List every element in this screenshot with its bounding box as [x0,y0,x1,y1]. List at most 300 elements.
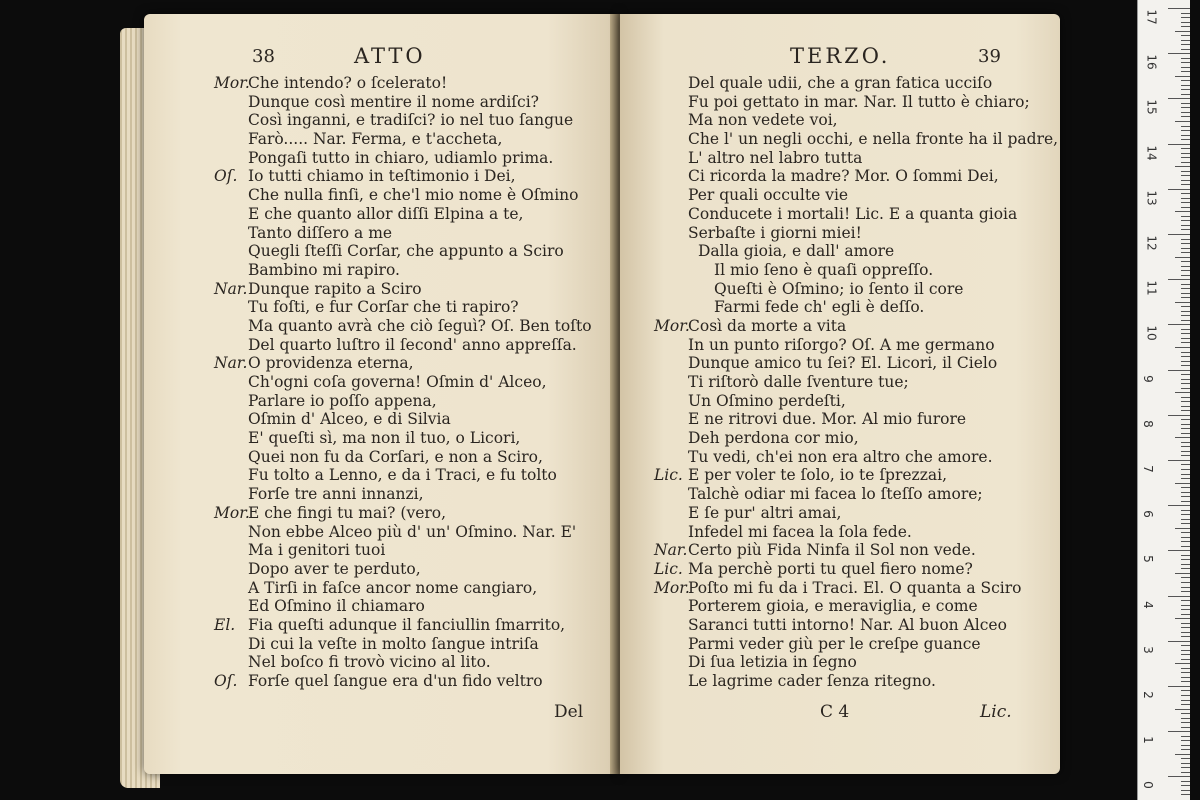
ruler-tick [1175,709,1190,710]
ruler-tick [1168,234,1190,235]
ruler-tick [1181,126,1190,127]
ruler-tick [1175,437,1190,438]
ruler-tick [1175,754,1190,755]
ruler-tick [1181,130,1190,131]
verse-text: Tu foſti, e fur Corſar che ti rapiro? [248,298,519,317]
text-line [654,242,1058,261]
ruler-tick [1181,605,1190,606]
verse-text: Ti riſtorò dalle ſventure tue; [688,373,909,391]
measurement-ruler [1137,0,1190,800]
text-line [214,280,592,299]
verse-text: Fu poi gettato in mar. Nar. Il tutto è chiaro; [688,92,1030,111]
text-line [214,429,592,448]
verse-text: Il mio ſeno è quaſi oppreſſo. [714,260,934,279]
ruler-tick [1181,311,1190,312]
ruler-tick [1181,492,1190,493]
ruler-tick [1168,370,1190,371]
ruler-tick [1181,582,1190,583]
text-line [214,448,592,467]
ruler-tick [1181,58,1190,59]
ruler-tick [1181,193,1190,194]
ruler-tick [1181,320,1190,321]
ruler-tick [1181,469,1190,470]
ruler-tick [1181,175,1190,176]
text-line [654,410,1058,429]
verse-text: Bambino mi rapiro. [248,260,400,279]
verse-text: Del quarto luſtro il ſecond' anno appreſſa. [248,335,577,354]
ruler-tick [1181,270,1190,271]
text-line [214,373,592,392]
ruler-tick [1181,315,1190,316]
speaker-label: Mor. [654,316,690,335]
ruler-number: 0 [1140,781,1155,790]
verse-text: Dunque rapito a Sciro [248,279,422,298]
verse-text: Dunque amico tu ſei? El. Licori, il Cielo [688,354,998,373]
speaker-label: Lic. [654,466,683,485]
ruler-tick [1181,379,1190,380]
verse-text: E ſe pur' altri amai, [688,503,842,522]
ruler-tick [1181,243,1190,244]
ruler-tick [1181,740,1190,741]
verse-text: Parmi veder giù per le creſpe guance [688,634,981,653]
ruler-number: 11 [1144,280,1159,296]
text-line [654,560,1058,579]
verse-text: Oſmin d' Alceo, e di Silvia [248,410,451,429]
ruler-tick [1181,62,1190,63]
ruler-tick [1168,415,1190,416]
verse-text: Io tutti chiamo in teſtimonio i Dei, [248,167,516,186]
text-line [654,74,1058,93]
right-page-number: 39 [978,46,1001,67]
ruler-number: 5 [1140,555,1155,564]
text-line [214,560,592,579]
text-line [214,261,592,280]
verse-text: Pongaſi tutto in chiaro, udiamlo prima. [248,148,554,167]
ruler-tick [1175,257,1190,258]
ruler-tick [1181,171,1190,172]
left-catchword: Del [554,702,584,722]
ruler-tick [1181,184,1190,185]
ruler-tick [1181,135,1190,136]
ruler-number: 7 [1140,465,1155,473]
text-line [654,317,1058,336]
ruler-tick [1168,641,1190,642]
text-line [214,616,592,635]
ruler-number: 4 [1140,600,1155,609]
ruler-number: 12 [1144,235,1159,251]
verse-text: Poſto mi fu da i Traci. El. O quanta a Sciro [688,578,1022,597]
ruler-tick [1181,306,1190,307]
ruler-tick [1181,275,1190,276]
verse-text: Per quali occulte vie [688,186,849,205]
speaker-label: Nar. [214,279,248,298]
ruler-tick [1181,523,1190,524]
text-line [214,242,592,261]
ruler-tick [1181,94,1190,95]
text-line [214,167,592,186]
ruler-tick [1181,207,1190,208]
text-line [214,635,592,654]
ruler-number: 9 [1140,374,1155,383]
text-line [654,466,1058,485]
verse-text: A Tirſi in faſce ancor nome cangiaro, [248,578,538,597]
ruler-tick [1181,772,1190,773]
ruler-tick [1181,587,1190,588]
right-text-block [654,74,1058,691]
ruler-tick [1181,736,1190,737]
ruler-tick [1168,279,1190,280]
text-line [214,186,592,205]
ruler-tick [1181,541,1190,542]
ruler-tick [1181,568,1190,569]
ruler-tick [1175,211,1190,212]
verse-text: Farò..... Nar. Ferma, e t'accheta, [248,130,503,149]
verse-text: Un Oſmino perdeſti, [688,391,846,410]
ruler-tick [1168,324,1190,325]
ruler-tick [1181,636,1190,637]
ruler-tick [1181,35,1190,36]
ruler-tick [1181,225,1190,226]
verse-text: Certo più Fida Ninfa il Sol non vede. [688,541,976,560]
ruler-tick [1181,13,1190,14]
ruler-tick [1175,618,1190,619]
ruler-tick [1181,718,1190,719]
verse-text: Dopo aver te perduto, [248,559,421,578]
ruler-number: 17 [1144,9,1159,25]
ruler-tick [1181,546,1190,547]
text-line [214,597,592,616]
text-line [214,93,592,112]
text-line [654,205,1058,224]
text-line [654,373,1058,392]
ruler-tick [1181,85,1190,86]
ruler-tick [1181,40,1190,41]
text-line [654,280,1058,299]
ruler-tick [1181,89,1190,90]
text-line [214,523,592,542]
ruler-tick [1181,681,1190,682]
ruler-tick [1181,659,1190,660]
verse-text: Saranci tutti intorno! Nar. Al buon Alceo [688,615,1007,634]
ruler-number: 8 [1140,419,1155,428]
ruler-tick [1181,103,1190,104]
ruler-tick [1181,790,1190,791]
ruler-tick [1181,44,1190,45]
ruler-tick [1181,410,1190,411]
ruler-tick [1181,419,1190,420]
text-line [654,429,1058,448]
verse-text: O providenza eterna, [248,354,414,373]
ruler-tick [1181,71,1190,72]
ruler-tick [1168,53,1190,54]
verse-text: Fia queſti adunque il fanciullin ſmarrito, [248,615,566,634]
text-line [654,616,1058,635]
text-line [214,149,592,168]
ruler-tick [1181,162,1190,163]
ruler-tick [1168,98,1190,99]
text-line [214,579,592,598]
ruler-number: 1 [1140,736,1155,744]
ruler-number: 10 [1144,325,1159,342]
ruler-number: 3 [1140,645,1155,654]
ruler-tick [1181,690,1190,691]
ruler-tick [1181,650,1190,651]
text-line [214,205,592,224]
ruler-tick [1181,17,1190,18]
speaker-label: Mor. [654,578,690,597]
text-line [654,504,1058,523]
text-line [654,167,1058,186]
ruler-tick [1181,767,1190,768]
ruler-tick [1181,388,1190,389]
verse-text: E ne ritrovi due. Mor. Al mio furore [688,410,967,429]
text-line [654,448,1058,467]
ruler-tick [1168,776,1190,777]
ruler-tick [1181,749,1190,750]
ruler-tick [1168,505,1190,506]
ruler-tick [1168,596,1190,597]
ruler-tick [1181,464,1190,465]
ruler-tick [1181,532,1190,533]
ruler-tick [1181,424,1190,425]
text-line [654,354,1058,373]
verse-text: Nel boſco fi trovò vicino al lito. [248,653,491,672]
verse-text: Deh perdona cor mio, [688,429,859,448]
verse-text: Ma non vedete voi, [688,111,838,130]
ruler-tick [1181,501,1190,502]
ruler-tick [1181,704,1190,705]
text-line [654,597,1058,616]
text-line [214,317,592,336]
ruler-tick [1181,727,1190,728]
verse-text: Ma quanto avrà che ciò ſeguì? Oſ. Ben toſto [248,316,592,335]
text-line [654,336,1058,355]
ruler-number: 15 [1144,99,1159,116]
ruler-tick [1181,677,1190,678]
ruler-tick [1181,645,1190,646]
ruler-tick [1175,483,1190,484]
signature-mark: C 4 [820,702,850,722]
text-line [214,485,592,504]
verse-text: Così inganni, e tradiſci? io nel tuo ſangue [248,111,574,130]
ruler-tick [1181,442,1190,443]
text-line [214,111,592,130]
verse-text: Che l' un negli occhi, e nella fronte ha il padre, [688,130,1059,149]
verse-text: Ch'ogni coſa governa! Oſmin d' Alceo, [248,373,547,391]
speaker-label: Nar. [214,354,248,373]
ruler-tick [1181,537,1190,538]
verse-text: Parlare io poſſo appena, [248,391,437,410]
ruler-tick [1181,198,1190,199]
ruler-tick [1181,239,1190,240]
ruler-tick [1181,668,1190,669]
verse-text: Ci ricorda la madre? Mor. O ſommi Dei, [688,167,999,186]
ruler-tick [1181,220,1190,221]
ruler-tick [1181,180,1190,181]
ruler-tick [1181,80,1190,81]
ruler-number: 2 [1140,691,1155,699]
text-line [214,298,592,317]
ruler-tick [1181,785,1190,786]
ruler-tick [1181,474,1190,475]
left-running-header: ATTO [354,44,426,68]
ruler-tick [1175,166,1190,167]
speaker-label: Oſ. [214,167,238,186]
verse-text: Di ſua letizia in ſegno [688,653,857,672]
text-line [654,523,1058,542]
ruler-tick [1181,293,1190,294]
ruler-tick [1181,288,1190,289]
text-line [214,224,592,243]
text-line [654,261,1058,280]
verse-text: Quei non fu da Corſari, e non a Sciro, [248,447,543,466]
ruler-tick [1181,333,1190,334]
ruler-tick [1181,252,1190,253]
verse-text: E che quanto allor diſſi Elpina a te, [248,204,524,223]
ruler-tick [1175,392,1190,393]
verse-text: Così da morte a vita [688,316,847,335]
ruler-tick [1181,338,1190,339]
verse-text: Ma perchè porti tu quel fiero nome? [688,559,973,578]
ruler-tick [1181,478,1190,479]
ruler-tick [1181,564,1190,565]
text-line [214,130,592,149]
ruler-tick [1181,591,1190,592]
ruler-tick [1181,297,1190,298]
verse-text: Conducete i mortali! Lic. E a quanta gioia [688,204,1018,223]
text-line [654,672,1058,691]
verse-text: Che nulla finſi, e che'l mio nome è Oſmino [248,186,579,205]
ruler-tick [1181,248,1190,249]
right-page [620,14,1060,774]
ruler-tick [1181,623,1190,624]
verse-text: Serbaſte i giorni miei! [688,223,862,242]
ruler-tick [1181,365,1190,366]
ruler-tick [1181,519,1190,520]
ruler-number: 16 [1144,54,1159,70]
ruler-tick [1181,374,1190,375]
ruler-tick [1181,397,1190,398]
ruler-tick [1181,455,1190,456]
open-book [120,14,1070,784]
speaker-label: Mor. [214,503,250,522]
speaker-label: Mor. [214,74,250,92]
ruler-tick [1181,356,1190,357]
verse-text: E che fingi tu mai? (vero, [248,503,447,522]
ruler-tick [1175,573,1190,574]
ruler-tick [1181,26,1190,27]
text-line [214,504,592,523]
ruler-tick [1181,433,1190,434]
verse-text: Dalla gioia, e dall' amore [698,242,895,261]
ruler-number: 14 [1144,144,1159,161]
verse-text: Tu vedi, ch'ei non era altro che amore. [688,447,993,466]
ruler-tick [1181,559,1190,560]
text-line [654,298,1058,317]
left-page-number: 38 [252,46,275,67]
ruler-tick [1181,632,1190,633]
ruler-tick [1181,216,1190,217]
verse-text: Di cui la veſte in molto ſangue intriſa [248,634,539,653]
text-line [654,224,1058,243]
text-line [214,466,592,485]
verse-text: Talchè odiar mi facea lo ſteſſo amore; [688,485,983,504]
text-line [214,354,592,373]
verse-text: Le lagrime cader ſenza ritegno. [688,672,936,690]
ruler-tick [1181,514,1190,515]
ruler-tick [1181,713,1190,714]
ruler-tick [1181,781,1190,782]
text-line [214,541,592,560]
ruler-tick [1181,451,1190,452]
ruler-tick [1181,428,1190,429]
verse-text: Del quale udii, che a gran fatica ucciſo [688,74,993,92]
ruler-tick [1181,107,1190,108]
ruler-tick [1181,627,1190,628]
ruler-tick [1181,266,1190,267]
verse-text: Che intendo? o ſcelerato! [248,74,448,92]
text-line [654,186,1058,205]
verse-text: Tanto diſſero a me [248,223,393,242]
ruler-tick [1181,758,1190,759]
ruler-tick [1181,745,1190,746]
ruler-tick [1168,731,1190,732]
text-line [214,653,592,672]
ruler-tick [1181,446,1190,447]
ruler-tick [1181,700,1190,701]
ruler-number: 13 [1144,190,1159,206]
ruler-tick [1181,352,1190,353]
text-line [654,93,1058,112]
text-line [654,541,1058,560]
ruler-tick [1181,614,1190,615]
ruler-tick [1181,510,1190,511]
ruler-tick [1181,672,1190,673]
verse-text: Non ebbe Alceo più d' un' Oſmino. Nar. E' [248,522,577,541]
right-running-header: TERZO. [790,44,891,68]
ruler-tick [1168,686,1190,687]
ruler-tick [1181,383,1190,384]
speaker-label: Nar. [654,541,688,560]
ruler-tick [1181,116,1190,117]
ruler-tick [1168,460,1190,461]
verse-text: E' queſti sì, ma non il tuo, o Licori, [248,429,521,448]
verse-text: E per voler te ſolo, io te ſprezzai, [688,466,948,485]
speaker-label: Oſ. [214,672,238,690]
text-line [654,149,1058,168]
ruler-tick [1175,76,1190,77]
right-catchword: Lic. [980,702,1012,722]
ruler-tick [1168,144,1190,145]
text-line [214,672,592,691]
text-line [654,392,1058,411]
ruler-tick [1168,189,1190,190]
text-line [654,653,1058,672]
text-line [654,111,1058,130]
verse-text: Infedel mi facea la ſola fede. [688,522,912,541]
ruler-tick [1181,654,1190,655]
ruler-tick [1181,329,1190,330]
ruler-tick [1181,153,1190,154]
ruler-tick [1168,8,1190,9]
ruler-tick [1175,31,1190,32]
verse-text: Queſti è Oſmino; io ſento il core [714,279,964,298]
ruler-tick [1181,401,1190,402]
ruler-tick [1181,342,1190,343]
ruler-tick [1181,600,1190,601]
verse-text: Forſe quel ſangue era d'un fido veltro [248,672,543,690]
verse-text: Ed Oſmino il chiamaro [248,597,425,616]
